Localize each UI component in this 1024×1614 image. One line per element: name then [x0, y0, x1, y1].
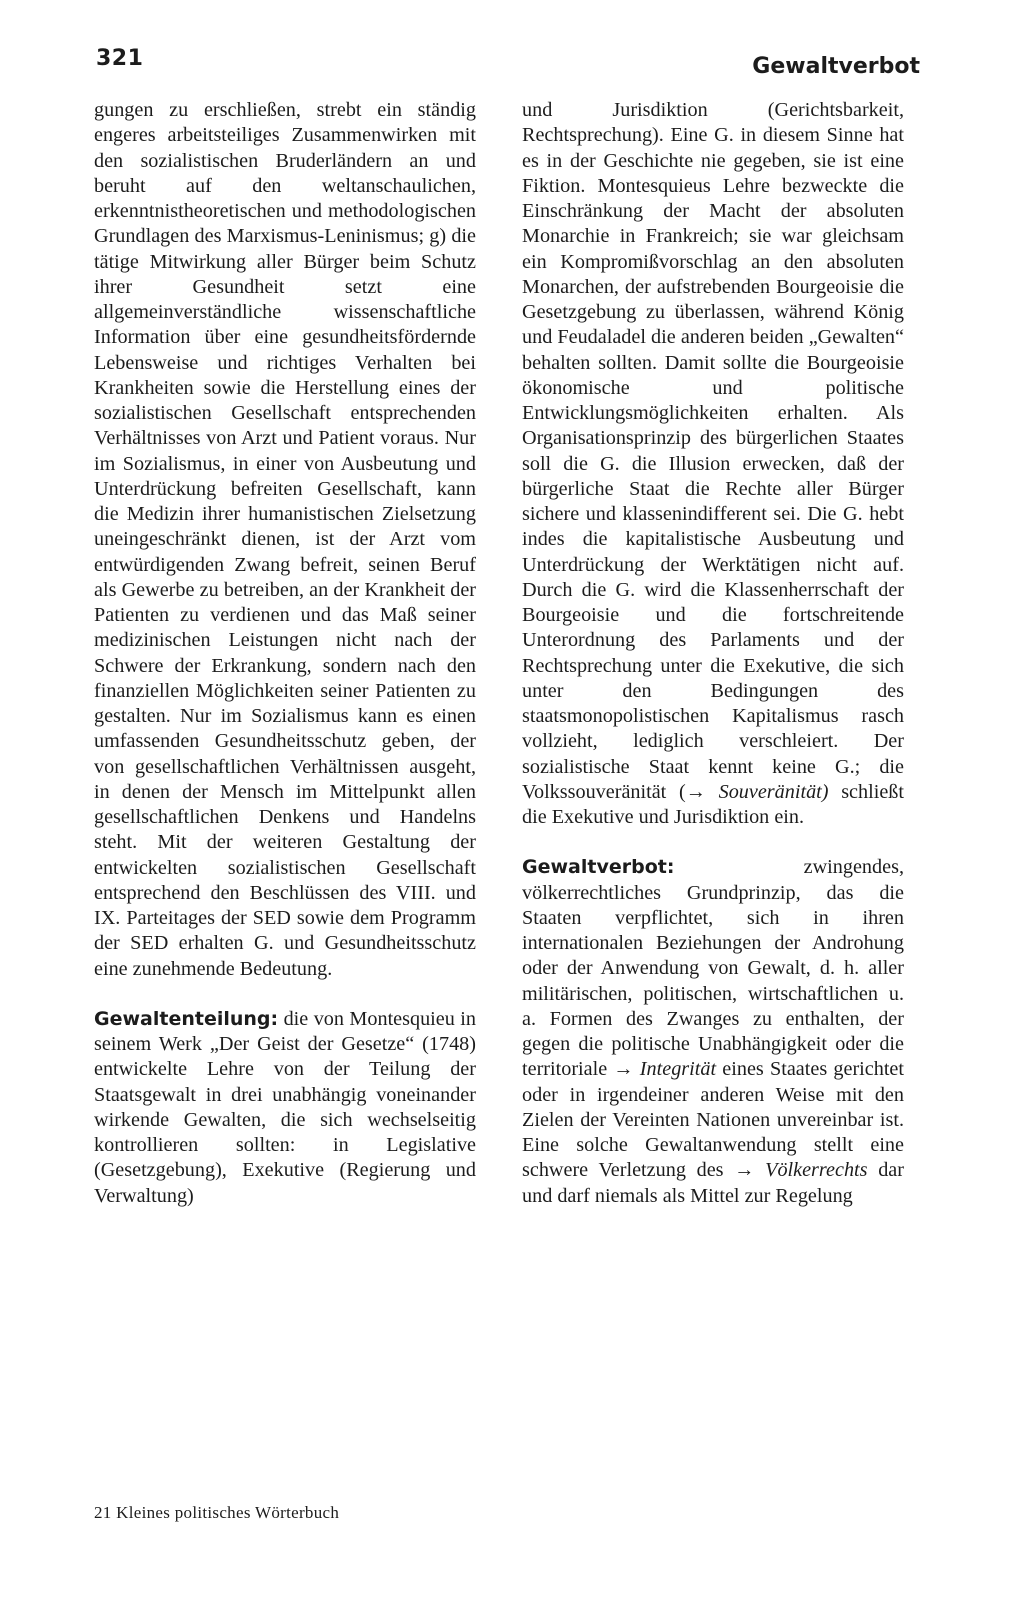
- signature-footer: 21 Kleines politisches Wörterbuch: [94, 1503, 340, 1522]
- entry-gewaltverbot: [522, 855, 904, 1209]
- entry-gewaltenteilung: [94, 1007, 476, 1209]
- headword-gewaltverbot: Gewaltverbot:: [522, 856, 675, 879]
- entry-text: eines Staates gerichtet oder in irgendeiner anderen Weise mit den Zielen der Vereinten Nationen unvereinbar ist. Eine solche Gewaltanwendung stellt eine schwere Verletzung des: [522, 1058, 905, 1182]
- continuation-text: und Jurisdiktion (Gerichtsbarkeit, Rechtsprechung). Eine G. in diesem Sinne hat es in der Geschichte nie gegeben, sie ist eine Fiktion. Montesquieus Lehre bezweckte die Einschränkung der Macht der absoluten Monarchie in Frankreich; sie war gleichsam ein Kompromißvorschlag an den absoluten Monarchen, der aufstrebenden Bourgeoisie die Gesetzgebung zu überlassen, während König und Feudaladel die anderen beiden „Gewalten“ behalten sollten. Damit sollte die Bourgeoisie ökonomische und politische Entwicklungsmöglichkeiten erhalten. Als Organisationsprinzip des bürgerlichen Staates soll die G. die Illusion erwecken, daß der bürgerliche Staat die Rechte aller Bürger sichere und klassenindifferent sei. Die G. hebt indes die kapitalistische Ausbeutung und Unterdrückung der Werktätigen nicht auf. Durch die G. wird die Klassenherrschaft der Bourgeoisie und die fortschreitende Unterordnung des Parlaments und der Rechtsprechung unter die Exekutive, die sich unter den Bedingungen des staatsmonopolistischen Kapitalismus rasch vollzieht, lediglich verschleiert. Der sozialistische Staat kennt keine G.; die Volkssouveränität (: [522, 99, 904, 803]
- right-column: [522, 98, 904, 1209]
- entry-text: dar und darf niemals als Mittel zur Regelung: [522, 1159, 904, 1207]
- continuation-text: schließt die Exekutive und Jurisdiktion ein.: [522, 780, 904, 828]
- continuation-paragraph: gungen zu erschließen, strebt ein ständig engeres arbeitsteiliges Zusammenwirken mit den sozialistischen Bruderländern an und beruht auf den weltanschaulichen, erkenntnistheoretischen und methodologischen Grundlagen des Marxismus-Leninismus; g) die tätige Mitwirkung aller Bürger beim Schutz ihrer Gesundheit setzt eine allgemeinverständliche wissenschaftliche Information über eine gesundheitsfördernde Lebensweise und richtiges Verhalten bei Krankheiten sowie die Herstellung eines der sozialistischen Gesellschaft entsprechenden Verhältnisses von Arzt und Patient voraus. Nur im Sozialismus, in einer von Ausbeutung und Unterdrückung befreiten Gesellschaft, kann die Medizin ihrer humanistischen Zielsetzung uneingeschränkt dienen, ist der Arzt vom entwürdigenden Zwang befreit, seinen Beruf als Gewerbe zu betreiben, an der Krankheit der Patienten zu verdienen und das Maß seiner medizinischen Leistungen nicht nach der Schwere der Erkrankung, sondern nach den finanziellen Möglichkeiten seiner Patienten zu gestalten. Nur im Sozialismus kann es einen umfassenden Gesundheitsschutz geben, der von gesellschaftlichen Verhältnissen ausgeht, in denen der Mensch im Mittelpunkt allen gesellschaftlichen Denkens und Handelns steht. Mit der weiteren Gestaltung der entwickelten sozialistischen Gesellschaft entsprechend den Beschlüssen des VIII. und IX. Parteitages der SED sowie dem Programm der SED erhalten G. und Gesundheitsschutz eine zunehmende Bedeutung.: [94, 99, 476, 980]
- entry-text: zwingendes, völkerrechtliches Grundprinzip, das die Staaten verpflichtet, sich in ihren internationalen Beziehungen der Androhung oder der Anwendung von Gewalt, d. h. aller militärischen, politischen, wirtschaftlichen u. a. Formen des Zwanges zu enthalten, der gegen die politische Unabhängigkeit oder die territoriale: [522, 856, 904, 1081]
- cross-reference-integritat: → Integrität: [613, 1058, 717, 1081]
- headword-gewaltenteilung: Gewaltenteilung:: [94, 1007, 279, 1030]
- left-column: [94, 98, 476, 1209]
- cross-reference-souveranitat: → Souveränität): [685, 780, 829, 803]
- entry-text: die von Montesquieu in seinem Werk „Der Geist der Gesetze“ (1748) entwickelte Lehre von der Teilung der Staatsgewalt in drei unabhängig voneinander wirkende Gewalten, die sich wechselseitig kontrollieren sollten: in Legislative (Gesetzgebung), Exekutive (Regierung und Verwaltung): [94, 1007, 477, 1207]
- continuation-paragraph: [522, 98, 904, 830]
- running-head: Gewaltverbot: [752, 54, 920, 79]
- page-number: 321: [96, 46, 144, 71]
- cross-reference-volkerrecht: → Völkerrechts: [734, 1159, 868, 1182]
